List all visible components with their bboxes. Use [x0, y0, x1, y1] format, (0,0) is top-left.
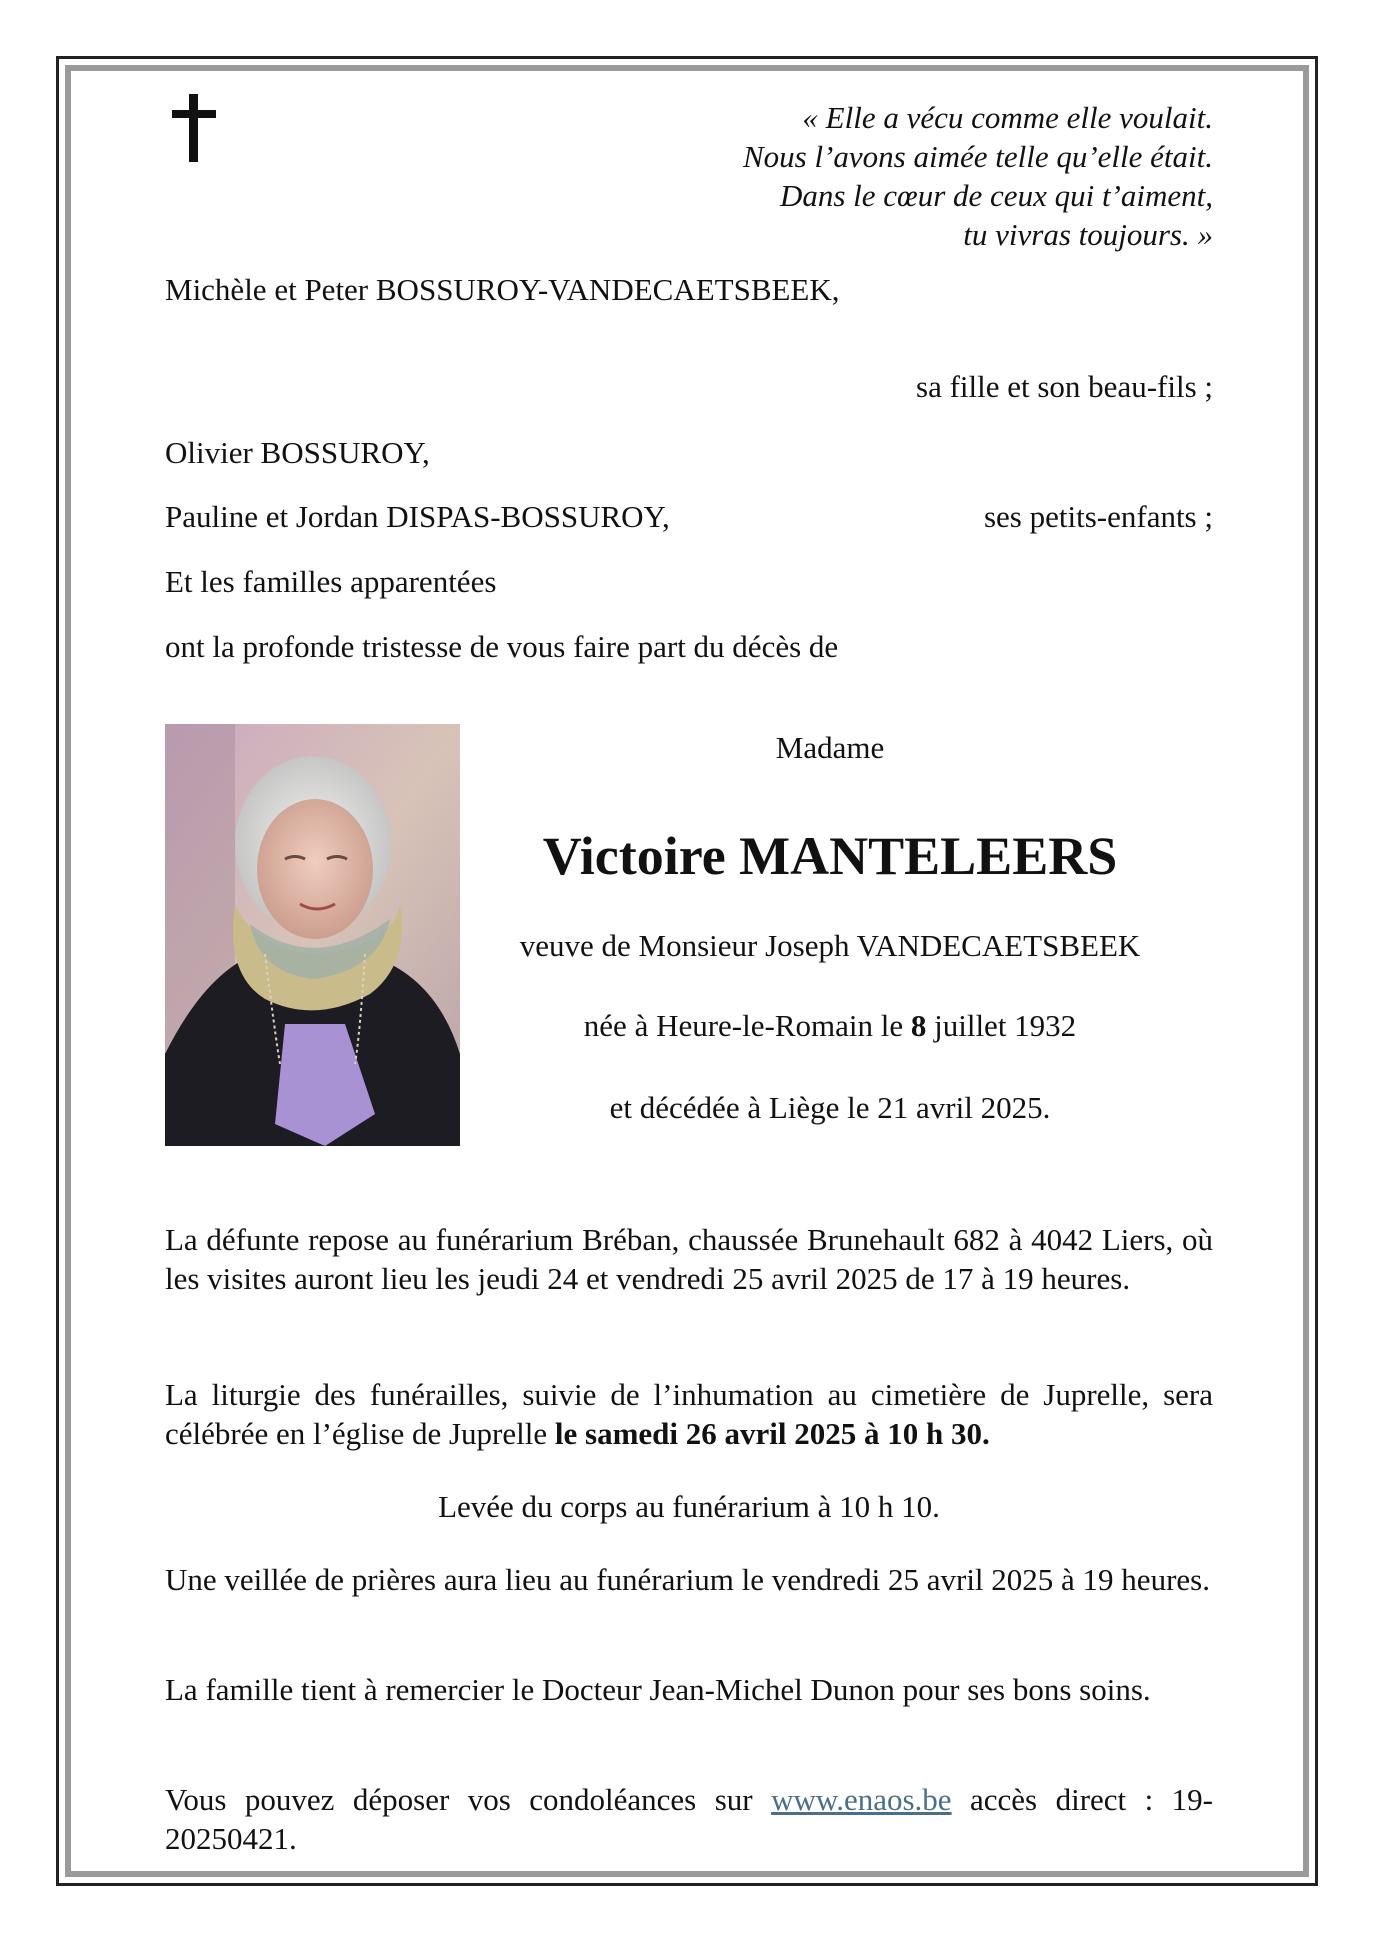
related-families: Et les familles apparentées: [165, 564, 497, 599]
quote-line: tu vivras toujours. »: [963, 217, 1213, 252]
liturgy-text: La liturgie des funérailles, suivie de l’inhumation au cimetière de Juprelle, sera célébrée en l’église de Juprelle: [165, 1377, 1213, 1451]
condolences-suffix: accès direct : 19-20250421.: [165, 1782, 1213, 1856]
thanks-paragraph: La famille tient à remercier le Docteur Jean-Michel Dunon pour ses bons soins.: [165, 1672, 1151, 1707]
quote-line: Dans le cœur de ceux qui t’aiment,: [779, 178, 1213, 213]
daughter-names: Michèle et Peter BOSSUROY-VANDECAETSBEEK,: [165, 272, 840, 307]
liturgy-paragraph: [165, 1375, 1213, 1453]
vigil-paragraph: Une veillée de prières aura lieu au funérarium le vendredi 25 avril 2025 à 19 heures.: [165, 1562, 1210, 1597]
condolences-link[interactable]: www.enaos.be: [771, 1782, 952, 1817]
deceased-name: Victoire MANTELEERS: [542, 826, 1118, 886]
birth-day: 8: [910, 1008, 927, 1043]
daughter-relation: sa fille et son beau-fils ;: [916, 369, 1213, 404]
birth-prefix: née à Heure-le-Romain le: [583, 1008, 911, 1043]
epitaph-quote: [743, 98, 1213, 254]
death-info: et décédée à Liège le 21 avril 2025.: [609, 1090, 1051, 1125]
birth-suffix: juillet 1932: [926, 1008, 1077, 1043]
grandchild-name: Olivier BOSSUROY,: [165, 435, 430, 470]
birth-info: [500, 1006, 1160, 1046]
condolences-prefix: Vous pouvez déposer vos condoléances sur: [165, 1782, 772, 1817]
liturgy-date: le samedi 26 avril 2025 à 10 h 30.: [554, 1416, 990, 1451]
portrait-photo: [165, 724, 460, 1146]
quote-line: « Elle a vécu comme elle voulait.: [802, 100, 1213, 135]
condolences-paragraph: [165, 1780, 1213, 1858]
widow-of: veuve de Monsieur Joseph VANDECAETSBEEK: [519, 928, 1141, 963]
cross-icon: [172, 94, 216, 162]
levee-paragraph: Levée du corps au funérarium à 10 h 10.: [438, 1489, 940, 1524]
grandchild-name: Pauline et Jordan DISPAS-BOSSUROY,: [165, 499, 670, 534]
deceased-title: Madame: [775, 730, 885, 765]
rest-paragraph: La défunte repose au funérarium Bréban, chaussée Brunehault 682 à 4042 Liers, où les visites auront lieu les jeudi 24 et vendredi 25 avril 2025 de 17 à 19 heures.: [165, 1222, 1213, 1296]
quote-line: Nous l’avons aimée telle qu’elle était.: [742, 139, 1213, 174]
announcement: ont la profonde tristesse de vous faire part du décès de: [165, 629, 839, 664]
grandchildren-relation: ses petits-enfants ;: [983, 499, 1213, 534]
